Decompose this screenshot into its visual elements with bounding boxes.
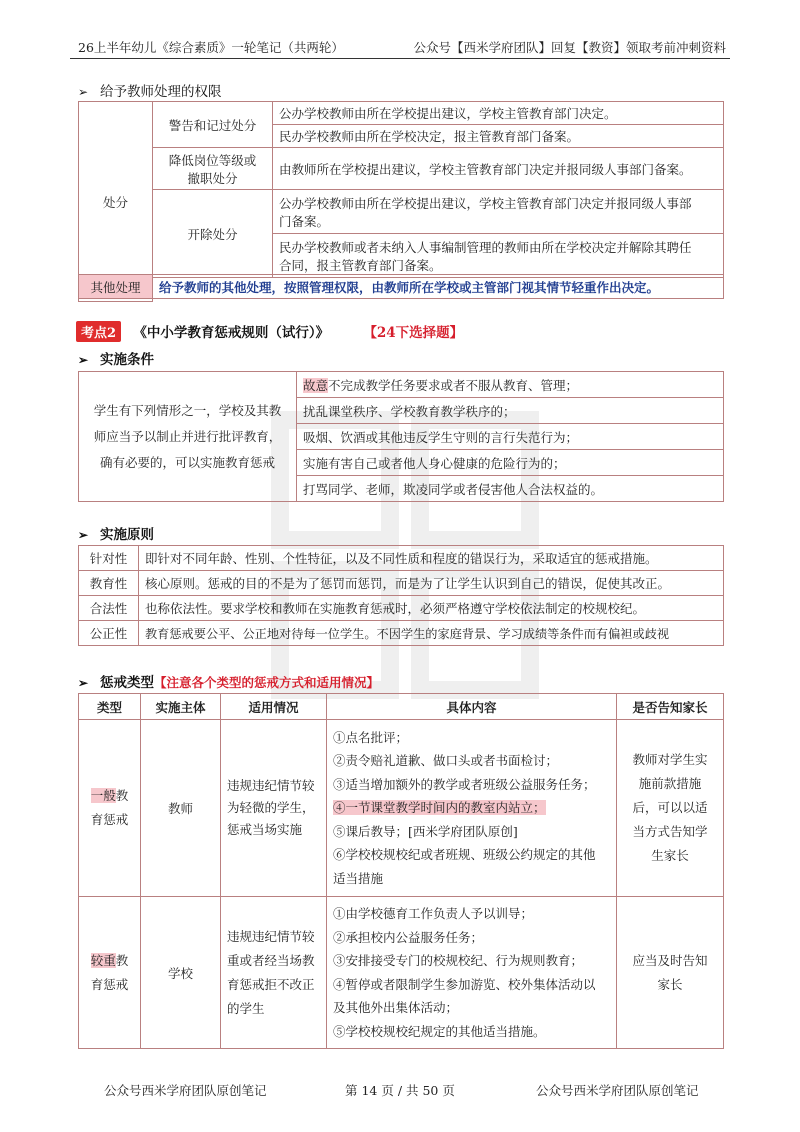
conditions-table	[78, 371, 724, 502]
content-line: ③适当增加额外的教学或者班级公益服务任务；	[333, 776, 596, 792]
section-title: 惩戒类型	[100, 675, 154, 691]
dismiss-public-line1: 公办学校教师由所在学校提出建议，学校主管教育部门决定并报同级人事部	[279, 195, 692, 211]
warning-public: 公办学校教师由所在学校提出建议，学校主管教育部门决定。	[273, 102, 724, 125]
condition-item: 吸烟、饮酒或其他违反学生守则的言行失范行为；	[297, 424, 724, 450]
content-line: ①点名批评；	[333, 729, 409, 745]
general-type-line2: 育惩戒	[90, 812, 129, 827]
conditions-left	[79, 372, 297, 502]
principle-name: 教育性	[79, 571, 139, 596]
other-handling-row	[78, 274, 724, 299]
col-type: 类型	[79, 694, 141, 720]
dismiss-name: 开除处分	[153, 190, 273, 278]
other-text: 给予教师的其他处理，按照管理权限，由教师所在学校或主管部门视其情节轻重作出决定。	[153, 275, 724, 299]
demote-name	[153, 148, 273, 190]
serious-situation	[221, 897, 327, 1049]
section-authority-heading	[78, 80, 222, 100]
general-situation-line1: 违规违纪情节较	[227, 778, 315, 793]
content-line: ⑤课后教导；[西米学府团队原创]	[333, 823, 518, 839]
col-notify: 是否告知家长	[617, 694, 724, 720]
content-line: ①由学校德育工作负责人予以训导；	[333, 906, 534, 921]
principle-text: 也称依法性。要求学校和教师在实施教育惩戒时，必须严格遵守学校依法制定的校规校纪。	[139, 596, 724, 621]
principle-text: 即针对不同年龄、性别、个性特征，以及不同性质和程度的错误行为，采取适宜的惩戒措施。	[139, 546, 724, 571]
dismiss-public-line2: 门备案。	[279, 213, 330, 229]
principle-text: 教育惩戒要公平、公正地对待每一位学生。不因学生的家庭背景、学习成绩等条件而有偏袒或歧视	[139, 621, 724, 646]
serious-type-line2: 育惩戒	[90, 976, 129, 992]
condition-item	[297, 372, 724, 398]
col-content: 具体内容	[327, 694, 617, 720]
conditions-left-line3: 确有必要的，可以实施教育惩戒	[99, 454, 275, 470]
demote-text: 由教师所在学校提出建议，学校主管教育部门决定并报同级人事部门备案。	[273, 148, 724, 190]
content-line: ③安排接受专门的校规校纪、行为规则教育；	[333, 953, 584, 968]
authority-table	[78, 101, 724, 302]
arrow-icon: ➢	[78, 676, 89, 690]
general-type	[79, 720, 141, 897]
notify-line: 后，可以以适	[632, 800, 708, 815]
content-line: 及其他外出集体活动；	[333, 1000, 459, 1015]
page-header	[70, 36, 730, 59]
principle-text: 核心原则。惩戒的目的不是为了惩罚而惩罚，而是为了让学生认识到自己的错误，促使其改正。	[139, 571, 724, 596]
section-principles-heading	[78, 523, 154, 543]
content-line: ⑤学校校规校纪规定的其他适当措施。	[333, 1023, 546, 1039]
condition-item: 打骂同学、老师，欺凌同学或者侵害他人合法权益的。	[297, 476, 724, 502]
notify-line: 施前款措施	[638, 776, 702, 791]
kaodian-tag: 【24下选择题】	[363, 325, 464, 341]
other-name: 其他处理	[79, 275, 153, 299]
dismiss-private	[273, 234, 724, 278]
content-line: ②承担校内公益服务任务；	[333, 929, 484, 945]
general-content	[327, 720, 617, 897]
principle-name: 公正性	[79, 621, 139, 646]
types-table	[78, 693, 724, 1049]
content-line: 适当措施	[333, 870, 384, 886]
general-situation-line2: 为轻微的学生，	[227, 800, 315, 815]
authority-category: 处分	[79, 102, 153, 302]
kaodian-heading	[76, 321, 463, 342]
serious-type	[79, 897, 141, 1049]
serious-subject: 学校	[141, 897, 221, 1049]
conditions-left-line1: 学生有下列情形之一，学校及其教	[93, 402, 282, 418]
condition-text: 不完成教学任务要求或者不服从教育、管理；	[328, 377, 579, 393]
demote-name-line1: 降低岗位等级或	[168, 152, 257, 168]
section-title: 实施原则	[100, 527, 154, 543]
serious-situation-line1: 违规违纪情节较	[227, 928, 315, 944]
notify-line: 教师对学生实	[632, 752, 708, 767]
section-title: 实施条件	[100, 352, 154, 368]
general-type-rest: 教	[115, 788, 129, 803]
header-left-text: 26上半年幼儿《综合素质》一轮笔记（共两轮）	[78, 40, 344, 55]
col-subject: 实施主体	[141, 694, 221, 720]
serious-situation-line4: 的学生	[227, 1000, 265, 1016]
section-types-heading	[78, 671, 379, 691]
section-note: 【注意各个类型的惩戒方式和适用情况】	[154, 675, 380, 690]
condition-highlight: 故意	[303, 377, 329, 393]
notify-line: 家长	[657, 976, 683, 992]
conditions-left-line2: 师应当予以制止并进行批评教育，	[93, 428, 282, 444]
arrow-icon: ➢	[78, 528, 89, 542]
kaodian-badge: 考点2	[76, 321, 121, 342]
arrow-icon: ➢	[78, 85, 89, 99]
content-line: ②责令赔礼道歉、做口头或者书面检讨；	[333, 753, 559, 769]
col-situation: 适用情况	[221, 694, 327, 720]
footer-right: 公众号西米学府团队原创笔记	[536, 1083, 699, 1098]
warning-private: 民办学校教师由所在学校决定，报主管教育部门备案。	[273, 125, 724, 148]
serious-situation-line2: 重或者经当场教	[227, 952, 315, 968]
content-line: ④暂停或者限制学生参加游览、校外集体活动以	[333, 976, 596, 992]
content-line	[333, 796, 610, 820]
notify-line: 生家长	[651, 848, 689, 863]
serious-type-highlight: 较重	[90, 952, 116, 968]
condition-item: 扰乱课堂秩序、学校教育教学秩序的；	[297, 398, 724, 424]
serious-situation-line3: 育惩戒拒不改正	[227, 976, 315, 992]
kaodian-title: 《中小学教育惩戒规则（试行）》	[133, 325, 330, 341]
section-title: 给予教师处理的权限	[100, 84, 222, 100]
footer-page-number: 第 14 页 / 共 50 页	[345, 1083, 455, 1098]
serious-type-rest: 教	[115, 952, 129, 968]
general-situation-line3: 惩戒当场实施	[227, 822, 303, 837]
serious-notify	[617, 897, 724, 1049]
general-notify	[617, 720, 724, 897]
principle-name: 合法性	[79, 596, 139, 621]
dismiss-private-line2: 合同，报主管教育部门备案。	[279, 257, 442, 273]
notify-line: 应当及时告知	[632, 952, 708, 968]
condition-item: 实施有害自己或者他人身心健康的危险行为的；	[297, 450, 724, 476]
serious-content	[327, 897, 617, 1049]
general-subject: 教师	[141, 720, 221, 897]
dismiss-public	[273, 190, 724, 234]
dismiss-private-line1: 民办学校教师或者未纳入人事编制管理的教师由所在学校决定并解除其聘任	[279, 239, 692, 255]
principles-table	[78, 545, 724, 646]
section-conditions-heading	[78, 348, 154, 368]
principle-name: 针对性	[79, 546, 139, 571]
general-type-highlight: 一般	[90, 788, 116, 803]
warning-name: 警告和记过处分	[153, 102, 273, 148]
notify-line: 当方式告知学	[632, 824, 708, 839]
general-situation	[221, 720, 327, 897]
footer-left: 公众号西米学府团队原创笔记	[104, 1083, 267, 1098]
arrow-icon: ➢	[78, 353, 89, 367]
content-line-highlight: ④一节课堂教学时间内的教室内站立；	[333, 800, 546, 816]
demote-name-line2: 撤职处分	[187, 170, 238, 186]
header-right-text: 公众号【西米学府团队】回复【教资】领取考前冲刺资料	[413, 40, 726, 55]
content-line: ⑥学校校规校纪或者班规、班级公约规定的其他	[333, 847, 596, 863]
